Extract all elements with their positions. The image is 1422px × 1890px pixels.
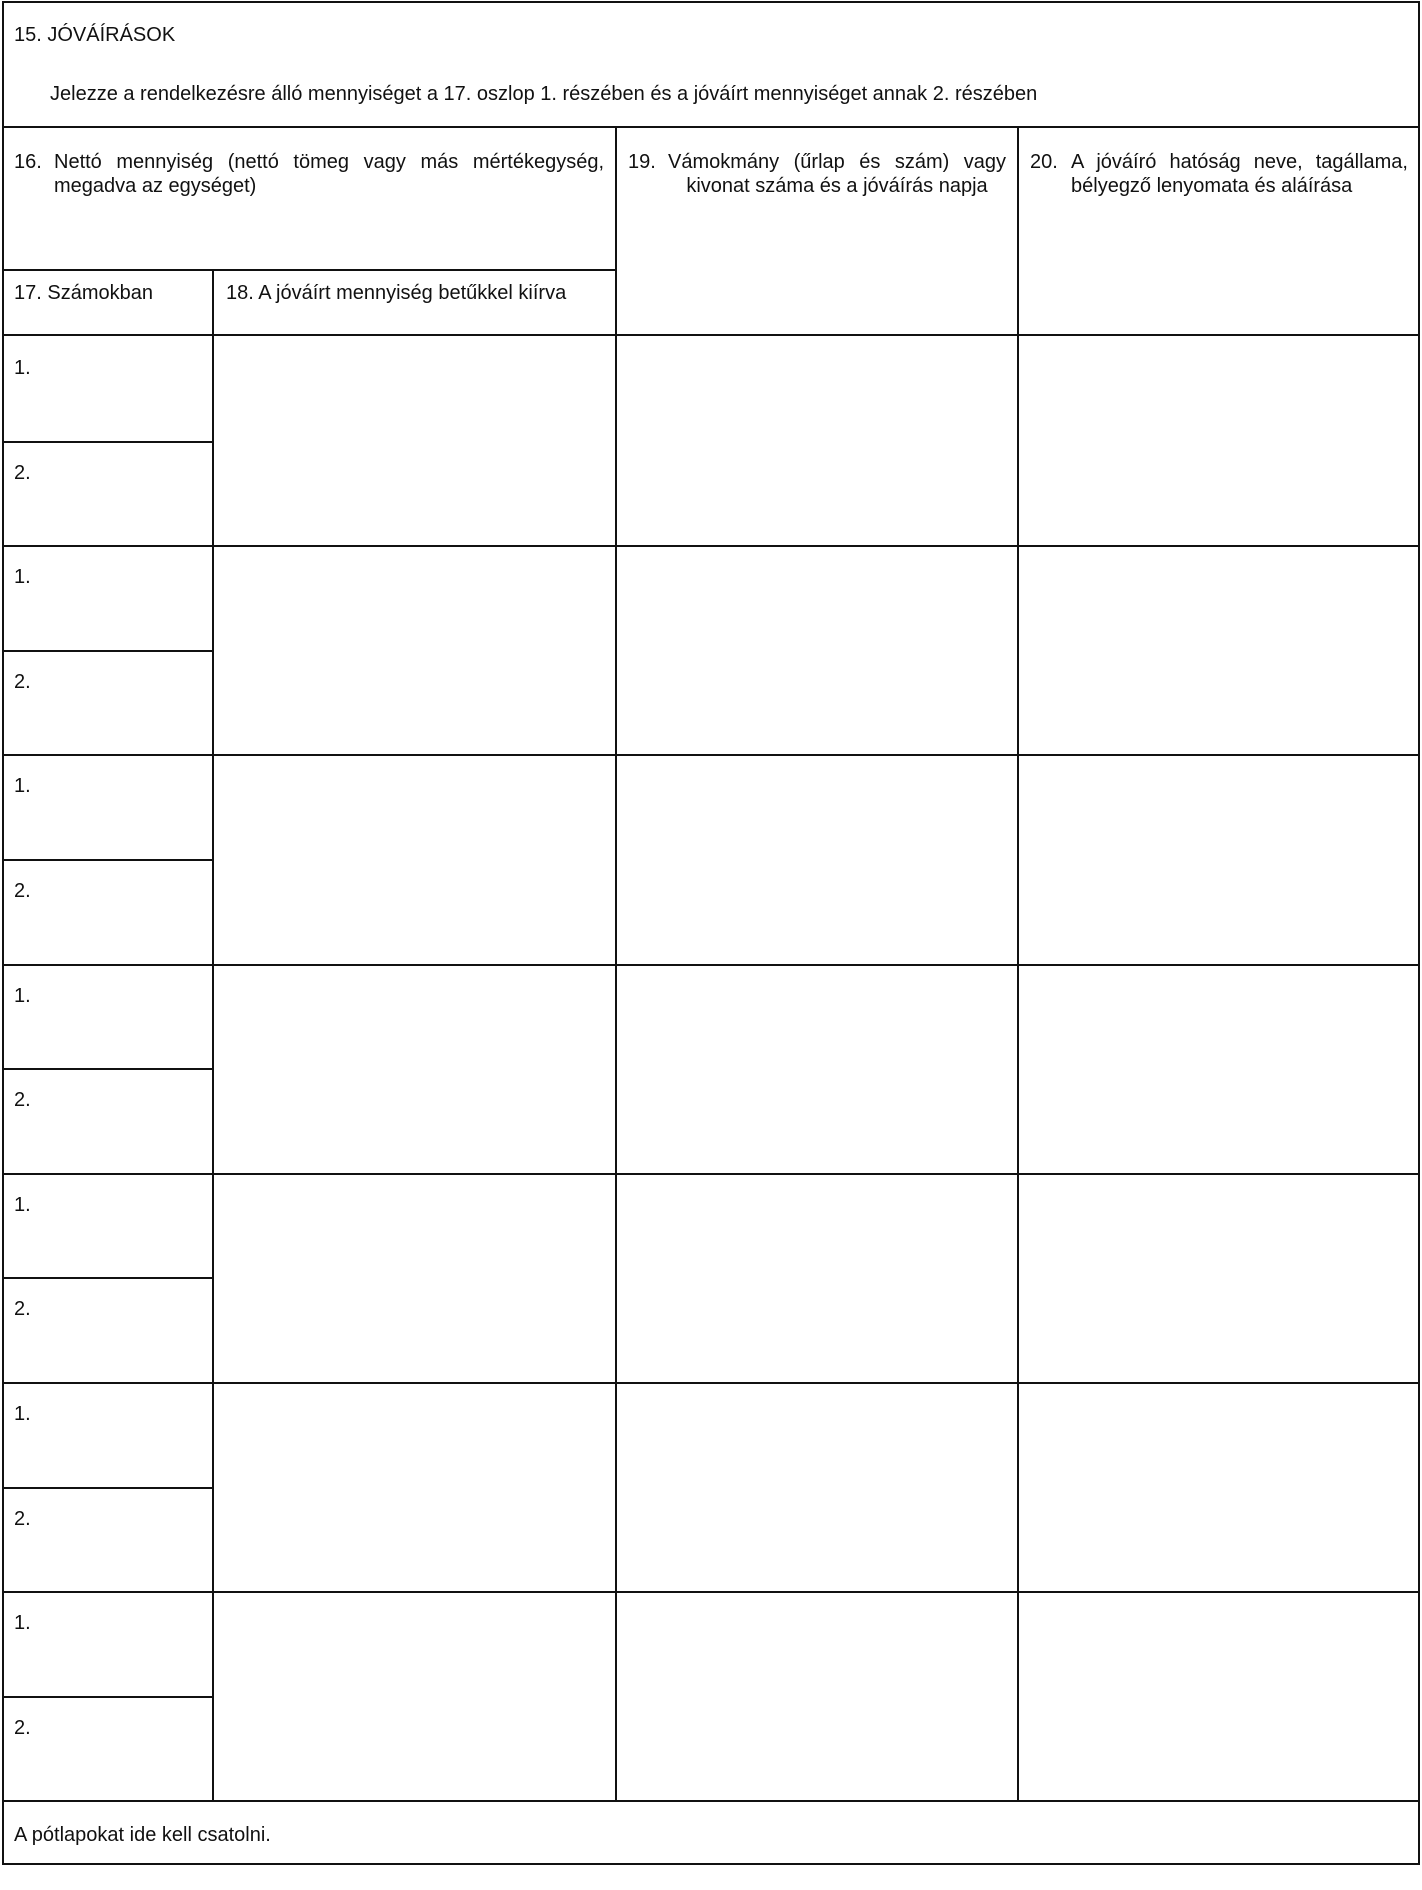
header-col19 (628, 150, 1006, 198)
row-part-divider (2, 1068, 214, 1070)
row-separator (2, 964, 1420, 966)
row-separator (2, 545, 1420, 547)
row-part2-label: 2. (14, 880, 31, 902)
header-split-rule (2, 269, 617, 271)
row-part2-label: 2. (14, 1717, 31, 1739)
row-part-divider (2, 1696, 214, 1698)
row-part2-label: 2. (14, 1298, 31, 1320)
row-part2-label: 2. (14, 1508, 31, 1530)
row-part2-label: 2. (14, 671, 31, 693)
footer-top-rule (2, 1800, 1420, 1802)
row-part-divider (2, 441, 214, 443)
header-col19-number: 19. (628, 151, 656, 173)
row-separator (2, 754, 1420, 756)
header-col20-text: A jóváíró hatóság neve, tagállama, bélyegző lenyomata és aláírása (1071, 151, 1408, 197)
header-col16 (14, 150, 604, 198)
header-col16-text: Nettó mennyiség (nettó tömeg vagy más mértékegység, megadva az egységet) (54, 151, 604, 197)
row-part-divider (2, 859, 214, 861)
header-top-rule (2, 126, 1420, 128)
header-col20 (1030, 150, 1408, 198)
col18-left-rule (212, 269, 214, 1802)
header-col18 (226, 281, 566, 305)
row-separator (2, 1591, 1420, 1593)
row-part2-label: 2. (14, 1089, 31, 1111)
row-separator (2, 1382, 1420, 1384)
row-separator (2, 1173, 1420, 1175)
row-part-divider (2, 1487, 214, 1489)
header-col19-text: Vámokmány (űrlap és szám) vagy kivonat száma és a jóváírás napja (668, 151, 1006, 197)
row-part1-label: 1. (14, 1194, 31, 1216)
header-col17-text: Számokban (47, 282, 153, 304)
header-col20-number: 20. (1030, 151, 1058, 173)
section-title: 15. JÓVÁÍRÁSOK (14, 24, 176, 46)
header-col18-number: 18. (226, 282, 254, 304)
row-part-divider (2, 650, 214, 652)
row-part1-label: 1. (14, 1403, 31, 1425)
header-col18-text: A jóváírt mennyiség betűkkel kiírva (258, 282, 567, 304)
row-part1-label: 1. (14, 985, 31, 1007)
row-part1-label: 1. (14, 566, 31, 588)
row-part-divider (2, 1277, 214, 1279)
header-bottom-rule (2, 334, 1420, 336)
section-instruction: Jelezze a rendelkezésre álló mennyiséget a 17. oszlop 1. részében és a jóváírt mennyiséget annak 2. részében (50, 83, 1038, 105)
row-part1-label: 1. (14, 1612, 31, 1634)
footer-note: A pótlapokat ide kell csatolni. (14, 1824, 271, 1846)
row-part1-label: 1. (14, 775, 31, 797)
header-col16-number: 16. (14, 151, 42, 173)
header-col17-number: 17. (14, 282, 42, 304)
row-part1-label: 1. (14, 357, 31, 379)
row-part2-label: 2. (14, 462, 31, 484)
header-col17 (14, 281, 153, 305)
form-border (2, 1, 1420, 1865)
